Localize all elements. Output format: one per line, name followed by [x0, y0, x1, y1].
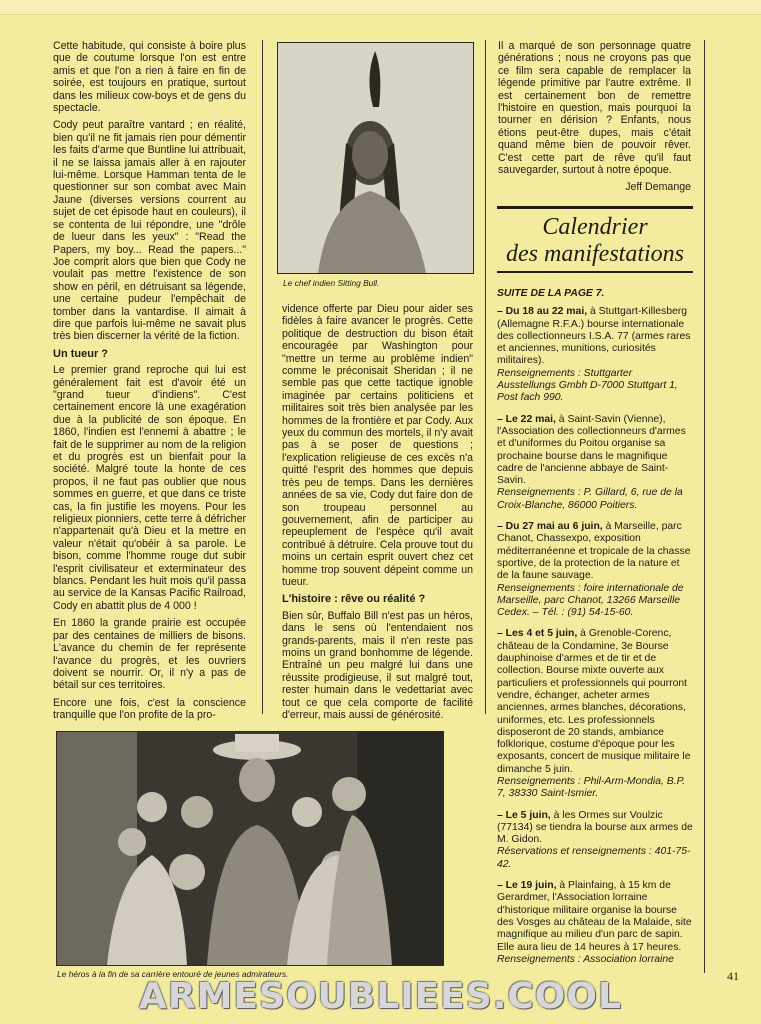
author-signature: Jeff Demange	[625, 181, 691, 194]
article-column-2	[282, 303, 473, 721]
entry-info: Renseignements : Stuttgarter Ausstellungs Gmbh D-7000 Stuttgart 1, Post fach 990.	[497, 367, 678, 404]
page-number: 41	[727, 969, 739, 983]
paragraph: Il a marqué de son personnage quatre générations ; nous ne croyons pas que ce film sera capable de remplacer la légende primitive par l'autre extrême. Il est certainement bon de remettre l'histoire en question, mais pourquoi la tourner en dérision ? Enfants, nous étions peut-être dupes, mais c'était quand même bien de pouvoir rêver. C'est cette part de rêve qu'il faut sauvegarder, surtout à notre époque.	[498, 40, 691, 177]
column-divider	[704, 40, 705, 973]
entry-date: – Du 27 mai au 6 juin,	[497, 521, 603, 533]
calendar-title-line: Calendrier	[542, 214, 648, 240]
calendar-title-line: des manifestations	[506, 241, 684, 267]
section-heading: L'histoire : rêve ou réalité ?	[282, 593, 426, 606]
article-column-1	[53, 40, 246, 722]
calendar-entry	[497, 521, 693, 619]
entry-info: Renseignements : Phil-Arm-Mondia, B.P. 7, 38330 Saint-Ismier.	[497, 775, 686, 800]
entry-text: à Plainfaing, à 15 km de Gerardmer, l'Association lorraine d'historique militaire organise la bourse des Vosges au château de la Malaide, site magnifique au milieu d'un parc de sapin. Elle aura lieu de 14 heures à 17 heures.	[497, 880, 692, 953]
entry-text: à Marseille, parc Chanot, Chassexpo, exposition méditerranéenne et tropicale de la chasse sportive, de la protection de la nature et de la faune sauvage.	[497, 521, 691, 582]
entry-date: – Le 19 juin,	[497, 880, 557, 892]
entry-date: – Le 22 mai,	[497, 413, 556, 425]
entry-date: – Le 5 juin,	[497, 809, 551, 821]
column-divider	[262, 40, 263, 714]
top-band	[0, 0, 761, 15]
entry-text: à Saint-Savin (Vienne), l'Association des collectionneurs d'armes et d'uniformes du Poitou organise sa prochaine bourse dans le magnifique cadre de l'ancienne abbaye de Saint-Savin.	[497, 413, 686, 487]
photo-caption: Le chef indien Sitting Bull.	[283, 278, 380, 288]
entry-info: Réservations et renseignements : 401-75-42.	[497, 846, 691, 870]
article-column-3	[498, 40, 691, 194]
calendar-entry	[497, 414, 693, 512]
buffalo-bill-photo	[56, 731, 444, 966]
column-divider	[485, 40, 486, 714]
entry-info: Renseignements : Association lorraine	[497, 953, 674, 965]
calendar-listing	[497, 288, 693, 976]
calendar-entry	[497, 880, 693, 966]
paragraph: Le premier grand reproche qui lui est généralement fait est d'avoir été un "grand tueur d'indiens". C'est certainement encore là une exagération due à la publicité de son époque. En 1860, l'indien est l'ennemi à abattre ; le fait de le supprimer au nom de la religion et du progrès est un bienfait pour la société. Malgré toute la honte de ces propos, il ne faut pas oublier que nous sommes en guerre, et que dans ce triste cas, la fin justifie les moyens. Pour les religieux pionniers, cette terre à défricher n'appartenait qu'à Dieu et la mettre en valeur n'était qu'obéir à sa parole. Le bison, comme l'homme rouge dut subir l'esprit civilisateur et exterminateur des blancs. Pendant les huit mois qu'il passa au service de la Kansas Pacific Railroad, Cody en abattit plus de 4 000 !	[53, 364, 246, 612]
entry-text: à les Ormes sur Voulzic (77134) se tiendra la bourse aux armes de M. Gidon.	[497, 809, 693, 846]
sitting-bull-photo	[277, 42, 474, 274]
paragraph: En 1860 la grande prairie est occupée par des centaines de milliers de bisons. L'avance du chemin de fer représente l'avance du progrès, et les ouvriers doivent se nourrir. Or, il n'y a pas de bétail sur ces territoires.	[53, 617, 246, 692]
entry-info: Renseignements : foire internationale de Marseille, parc Chanot, 13266 Marseille Cedex. – Tél. : (91) 54-15-60.	[497, 582, 684, 619]
entry-date: – Les 4 et 5 juin,	[497, 628, 578, 640]
entry-date: – Du 18 au 22 mai,	[497, 306, 588, 318]
section-heading: Un tueur ?	[53, 347, 108, 360]
entry-text: à Stuttgart-Killesberg (Allemagne R.F.A.) bourse internationale des collectionneurs I.S.A. 77 (armes rares et anciennes, munitions, curiosités militaires).	[497, 306, 691, 367]
calendar-entry	[497, 306, 693, 404]
calendar-title	[497, 206, 693, 273]
paragraph: Cette habitude, qui consiste à boire plus que de coutume lorsque l'on est entre amis et que l'on a rien à faire en fin de soirée, est toujours en pratique, surtout dans les milieux cow-boys et de gens du spectacle.	[53, 40, 246, 115]
paragraph: vidence offerte par Dieu pour aider ses fidèles à faire avancer le progrès. Cette politique de destruction du bison était encouragée par Washington pour "mettre un terme au problème indien" comme le préconisait Sheridan ; il ne semble pas que cette tactique ignoble imaginée par certains politiciens et militaires soit très bien analysée par les hommes de la frontière et par Cody. Aux yeux du commun des mortels, il n'y avait pas à se poser de questions ; l'explication religieuse de ces excès n'a quitté l'esprit des hommes que depuis très peu de temps. Dans les dernières années de sa vie, Cody dut faire don de son troupeau personnel au gouvernement, afin de participer au repeuplement de l'espèce qu'il avait contribué à détruire. Cela prouve tout du moins un certain esprit ouvert chez cet homme trop souvent dépeint comme un tueur.	[282, 303, 473, 588]
photo-caption: Le héros à la fin de sa carrière entouré de jeunes admirateurs.	[57, 969, 289, 979]
paragraph: Bien sûr, Buffalo Bill n'est pas un héros, dans le sens où l'entendaient nos grands-parents, mais il n'en reste pas moins un grand bonhomme de légende. Entraîné un peu malgré lui dans une réussite prodigieuse, il sut malgré tout, rester humain dans le vedettariat avec tout ce que cela comporte de facilité d'erreur, mais aussi de générosité.	[282, 609, 473, 721]
entry-text: à Grenoble-Corenc, château de la Condamine, 3e Bourse dauphinoise d'armes et de tir et de collection. Bourse mixte ouverte aux particuliers et professionnels qui pourront vendre, échanger, acheter armes anciennes, armes blanches, décorations, uniformes, etc. Les professionnels disposeront de 20 stands, ambiance folklorique, costume d'époque pour les exposants, concert de musique militaire le dimanche 5 juin.	[497, 628, 691, 775]
calendar-lead: SUITE DE LA PAGE 7.	[497, 288, 605, 299]
paragraph: Encore une fois, c'est la conscience tranquille que l'on profite de la pro-	[53, 696, 246, 722]
watermark: ARMESOUBLIEES.COOL	[139, 976, 622, 1017]
entry-info: Renseignements : P. Gillard, 6, rue de la Croix-Blanche, 86000 Poitiers.	[497, 487, 683, 511]
paragraph: Cody peut paraître vantard ; en réalité, bien qu'il ne fit jamais rien pour démentir les faits d'arme que Buntline lui attribuait, il ne se laissa jamais aller à en rajouter lui-même. Lorsque Hamman tenta de le questionner sur son combat avec Main Jaune (diverses versions courrent au sujet de cet épisode haut en couleurs), il se contenta de lui répondre, une "drôle de lueur dans les yeux" : "Read the Papers, my boy... Read the papers..." Joe comprit alors que bien que Cody ne voulait pas mettre l'existence de son show en péril, en détruisant sa légende, une certaine pudeur l'empêchait de tomber dans la vantardise. Il aimait à dire que parfois lui-même ne savait plus très bien discerner la vérité de la fiction.	[53, 119, 246, 343]
calendar-entry	[497, 628, 693, 800]
calendar-entry	[497, 810, 693, 871]
